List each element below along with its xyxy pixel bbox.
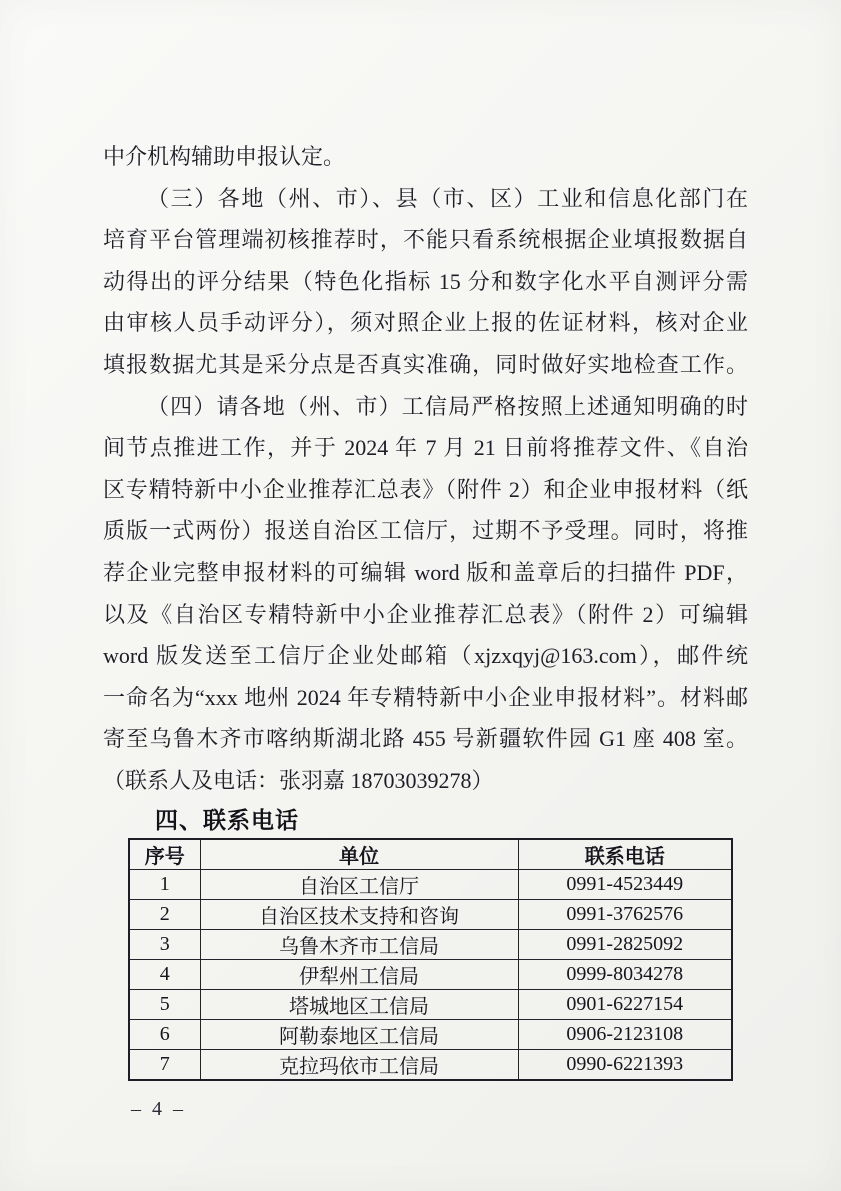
table-cell-unit: 阿勒泰地区工信局 (200, 1020, 518, 1050)
table-cell-phone: 0991-3762576 (518, 900, 732, 930)
table-header-cell-index: 序号 (129, 839, 200, 870)
body-line: 一命名为“xxx 地州 2024 年专精特新中小企业申报材料”。材料邮 (103, 684, 748, 710)
body-line: 以及《自治区专精特新中小企业推荐汇总表》（附件 2）可编辑 (103, 601, 748, 627)
body-line: （四）请各地（州、市）工信局严格按照上述通知明确的时 (147, 393, 748, 419)
body-line: 质版一式两份）报送自治区工信厅，过期不予受理。同时，将推 (103, 518, 748, 544)
table-cell-unit: 自治区技术支持和咨询 (200, 900, 518, 930)
body-line: （联系人及电话：张羽嘉 18703039278） (103, 767, 494, 793)
body-line: 区专精特新中小企业推荐汇总表》（附件 2）和企业申报材料（纸 (103, 476, 748, 502)
table-cell-index: 5 (129, 990, 200, 1020)
table-row (129, 870, 732, 900)
body-line: 填报数据尤其是采分点是否真实准确，同时做好实地检查工作。 (103, 351, 748, 377)
body-line: 培育平台管理端初核推荐时，不能只看系统根据企业填报数据自 (103, 227, 748, 253)
table-cell-phone: 0906-2123108 (518, 1020, 732, 1050)
body-line: 中介机构辅助申报认定。 (103, 144, 346, 169)
table-row (129, 930, 732, 960)
body-line: 间节点推进工作，并于 2024 年 7 月 21 日前将推荐文件、《自治 (103, 435, 748, 461)
table-cell-unit: 塔城地区工信局 (200, 990, 518, 1020)
table-header-cell-unit: 单位 (200, 839, 518, 870)
body-line: （三）各地（州、市）、县（市、区）工业和信息化部门在 (147, 185, 748, 211)
table-cell-phone: 0991-4523449 (518, 870, 732, 900)
table-cell-index: 2 (129, 900, 200, 930)
table-row (129, 1050, 732, 1081)
table-cell-unit: 乌鲁木齐市工信局 (200, 930, 518, 960)
body-line: 寄至乌鲁木齐市喀纳斯湖北路 455 号新疆软件园 G1 座 408 室。 (103, 726, 748, 752)
table-row (129, 900, 732, 930)
body-line: 动得出的评分结果（特色化指标 15 分和数字化水平自测评分需 (103, 268, 748, 294)
table-cell-phone: 0901-6227154 (518, 990, 732, 1020)
contact-table (128, 838, 733, 1081)
table-cell-unit: 克拉玛依市工信局 (200, 1050, 518, 1081)
table-cell-index: 6 (129, 1020, 200, 1050)
section-heading: 四、联系电话 (155, 806, 299, 833)
table-cell-index: 4 (129, 960, 200, 990)
table-cell-index: 1 (129, 870, 200, 900)
table-header-cell-phone: 联系电话 (518, 839, 732, 870)
table-cell-phone: 0990-6221393 (518, 1050, 732, 1081)
table-row (129, 990, 732, 1020)
body-line: 荐企业完整申报材料的可编辑 word 版和盖章后的扫描件 PDF， (103, 559, 748, 585)
table-cell-index: 3 (129, 930, 200, 960)
table-row (129, 960, 732, 990)
page-number: – 4 – (131, 1098, 186, 1120)
body-text (103, 136, 748, 838)
table-cell-unit: 自治区工信厅 (200, 870, 518, 900)
table-row (129, 1020, 732, 1050)
body-line: 由审核人员手动评分），须对照企业上报的佐证材料，核对企业 (103, 310, 748, 336)
table-cell-phone: 0991-2825092 (518, 930, 732, 960)
table-cell-phone: 0999-8034278 (518, 960, 732, 990)
table-header-row (129, 839, 732, 870)
table-cell-unit: 伊犁州工信局 (200, 960, 518, 990)
table-cell-index: 7 (129, 1050, 200, 1081)
body-line: word 版发送至工信厅企业处邮箱（xjzxqyj@163.com），邮件统 (103, 643, 748, 669)
